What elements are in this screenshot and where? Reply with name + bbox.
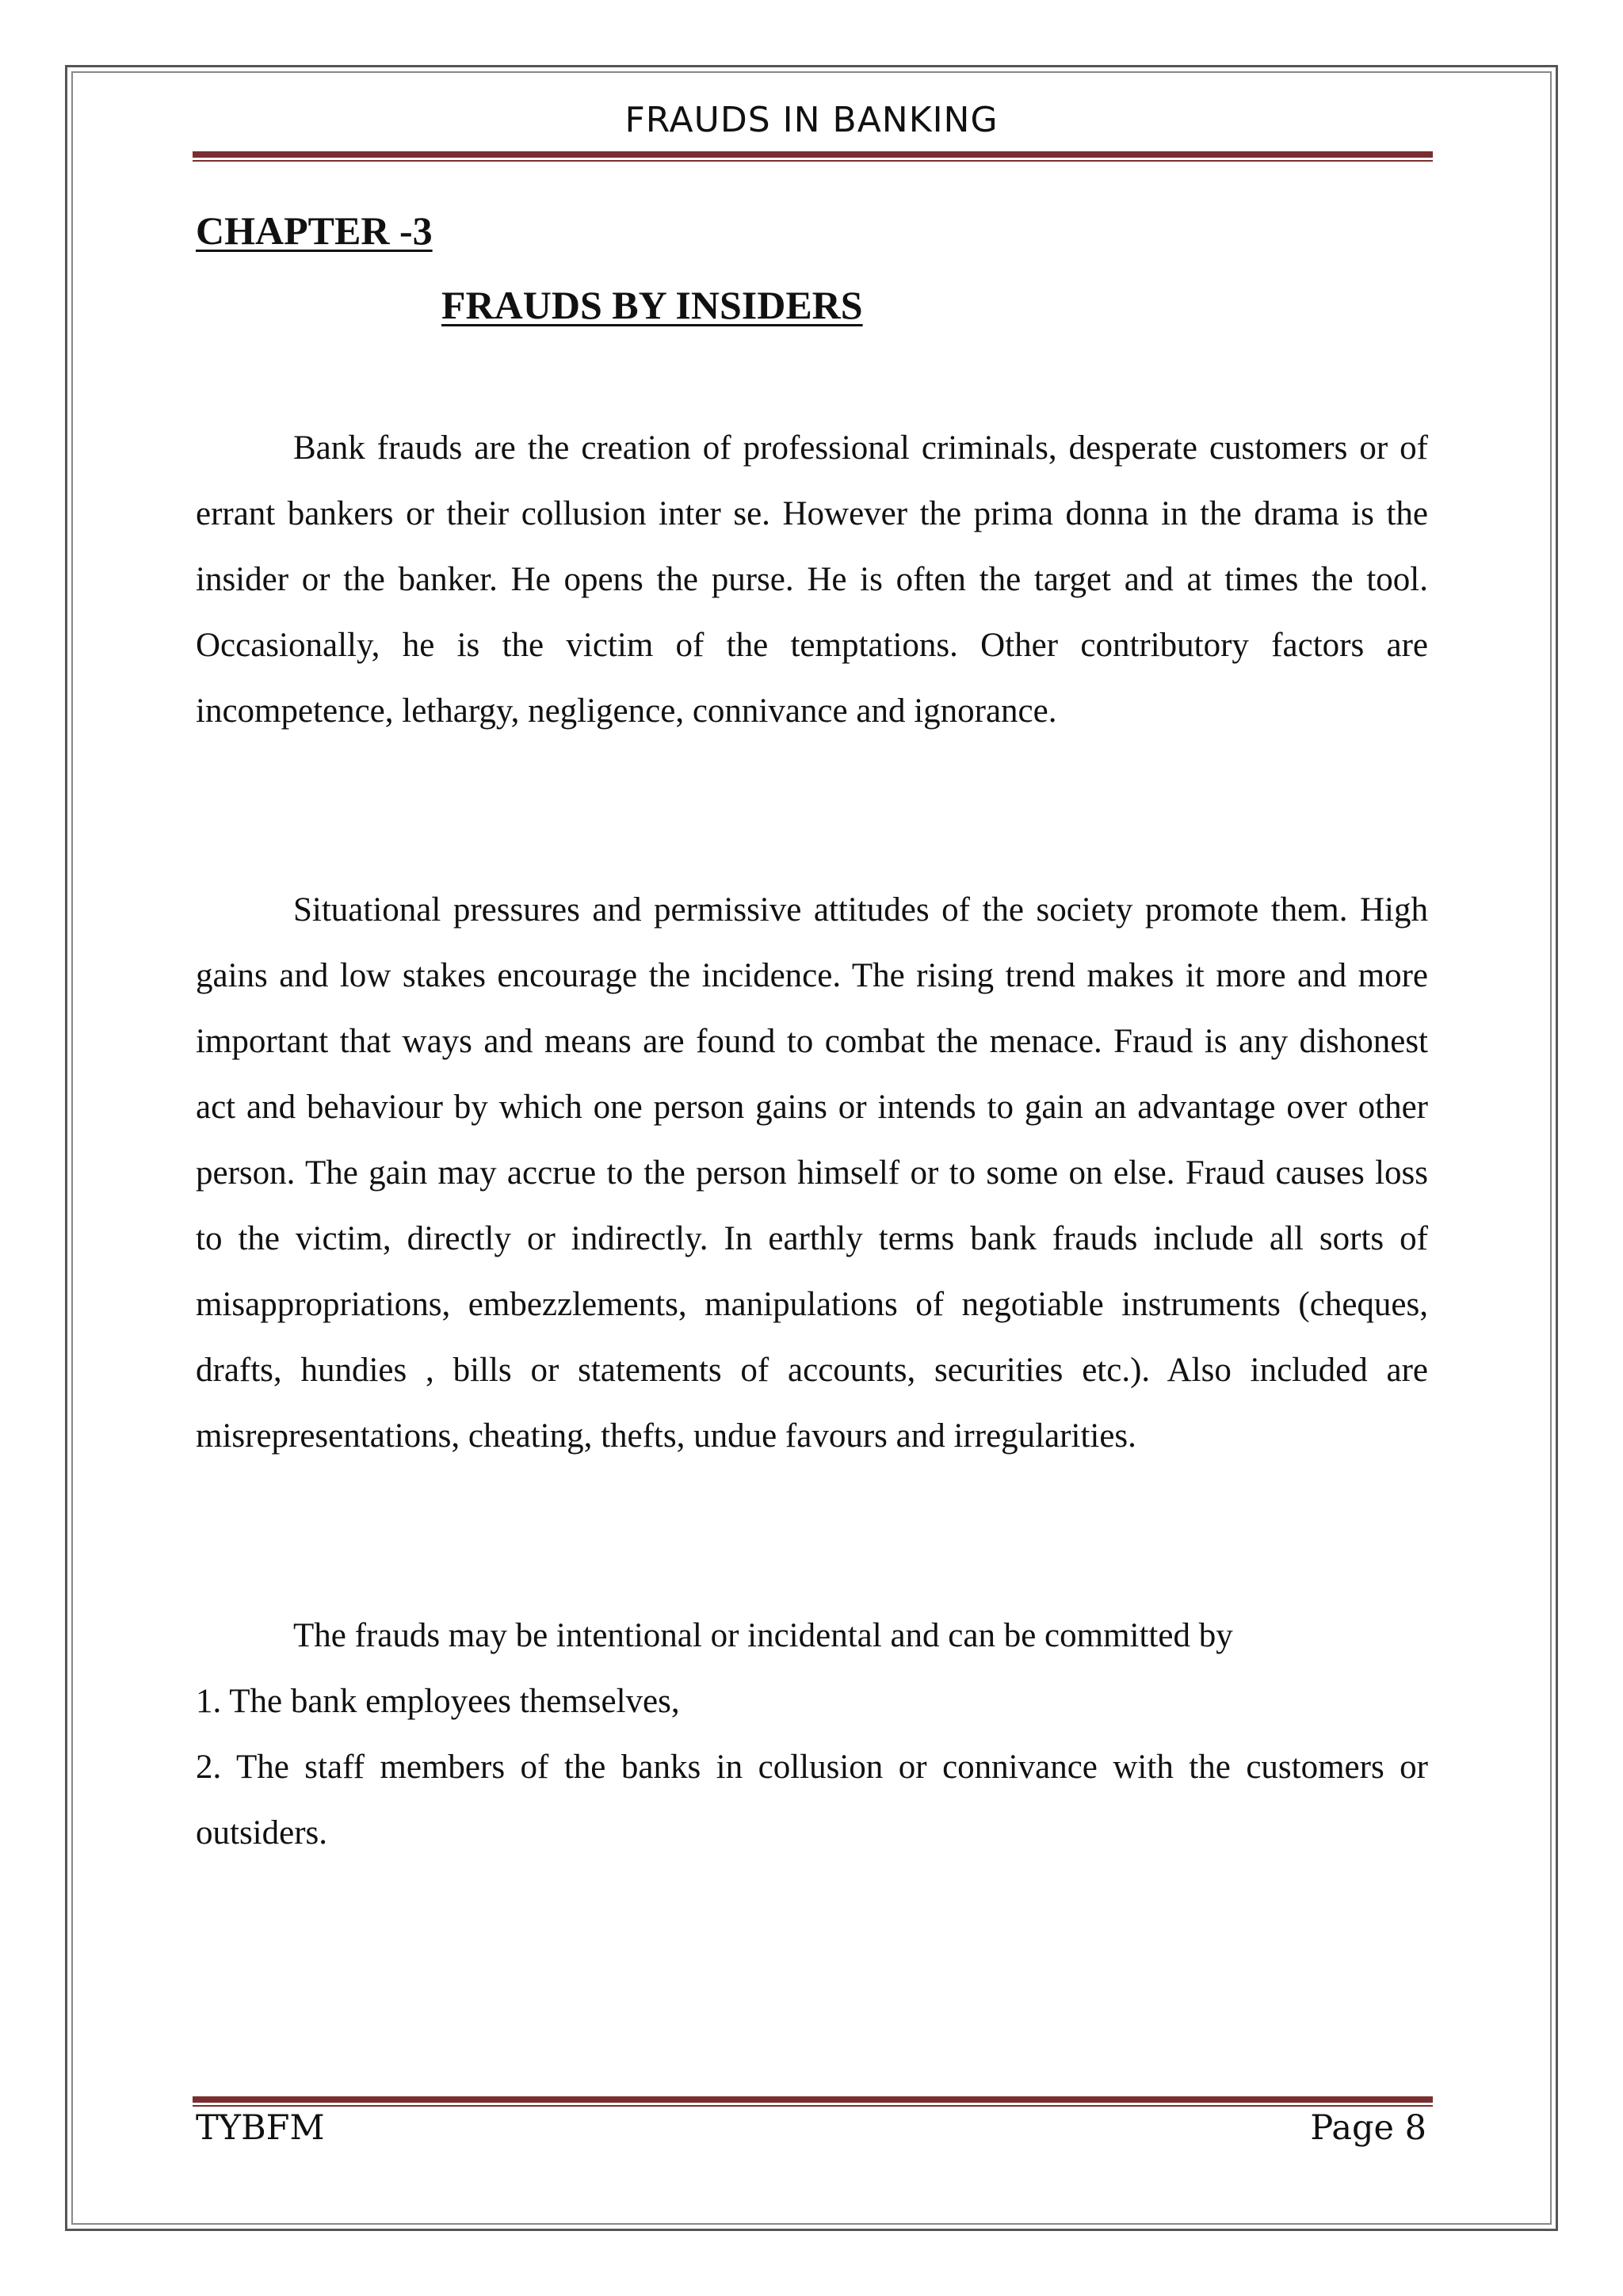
chapter-title: FRAUDS BY INSIDERS <box>441 283 863 327</box>
list-item: 1. The bank employees themselves, <box>196 1683 680 1720</box>
paragraph-2 <box>196 877 1428 1469</box>
footer-course: TYBFM <box>196 2108 325 2148</box>
header-rule <box>193 151 1433 162</box>
chapter-number: CHAPTER -3 <box>196 208 433 253</box>
running-header: FRAUDS IN BANKING <box>624 100 999 140</box>
paragraph-text: Situational pressures and permissive attitudes of the society promote them. High gains and low stakes encourage the incidence. The rising trend makes it more and more important that ways and means are found to combat the menace. Fraud is any dishonest act and behaviour by which one person gains or intends to gain an advantage over other person. The gain may accrue to the person himself or to some on else. Fraud causes loss to the victim, directly or indirectly. In earthly terms bank frauds include all sorts of misappropriations, embezzlements, manipulations of negotiable instruments (cheques, drafts, hundies , bills or statements of accounts, securities etc.). Also included are misrepresentations, cheating, thefts, undue favours and irregularities. <box>196 891 1428 1455</box>
paragraph-3 <box>196 1603 1428 1866</box>
paragraph-text: Bank frauds are the creation of professional criminals, desperate customers or of errant bankers or their collusion inter se. However the prima donna in the drama is the insider or the banker. He opens the purse. He is often the target and at times the tool. Occasionally, he is the victim of the temptations. Other contributory factors are incompetence, lethargy, negligence, connivance and ignorance. <box>196 429 1428 730</box>
footer-rule <box>193 2096 1433 2107</box>
page-number: Page 8 <box>1310 2108 1426 2148</box>
list-item: 2. The staff members of the banks in collusion or connivance with the customers or outsiders. <box>196 1749 1428 1852</box>
paragraph-1 <box>196 415 1428 744</box>
paragraph-text: The frauds may be intentional or incidental and can be committed by <box>293 1617 1233 1654</box>
